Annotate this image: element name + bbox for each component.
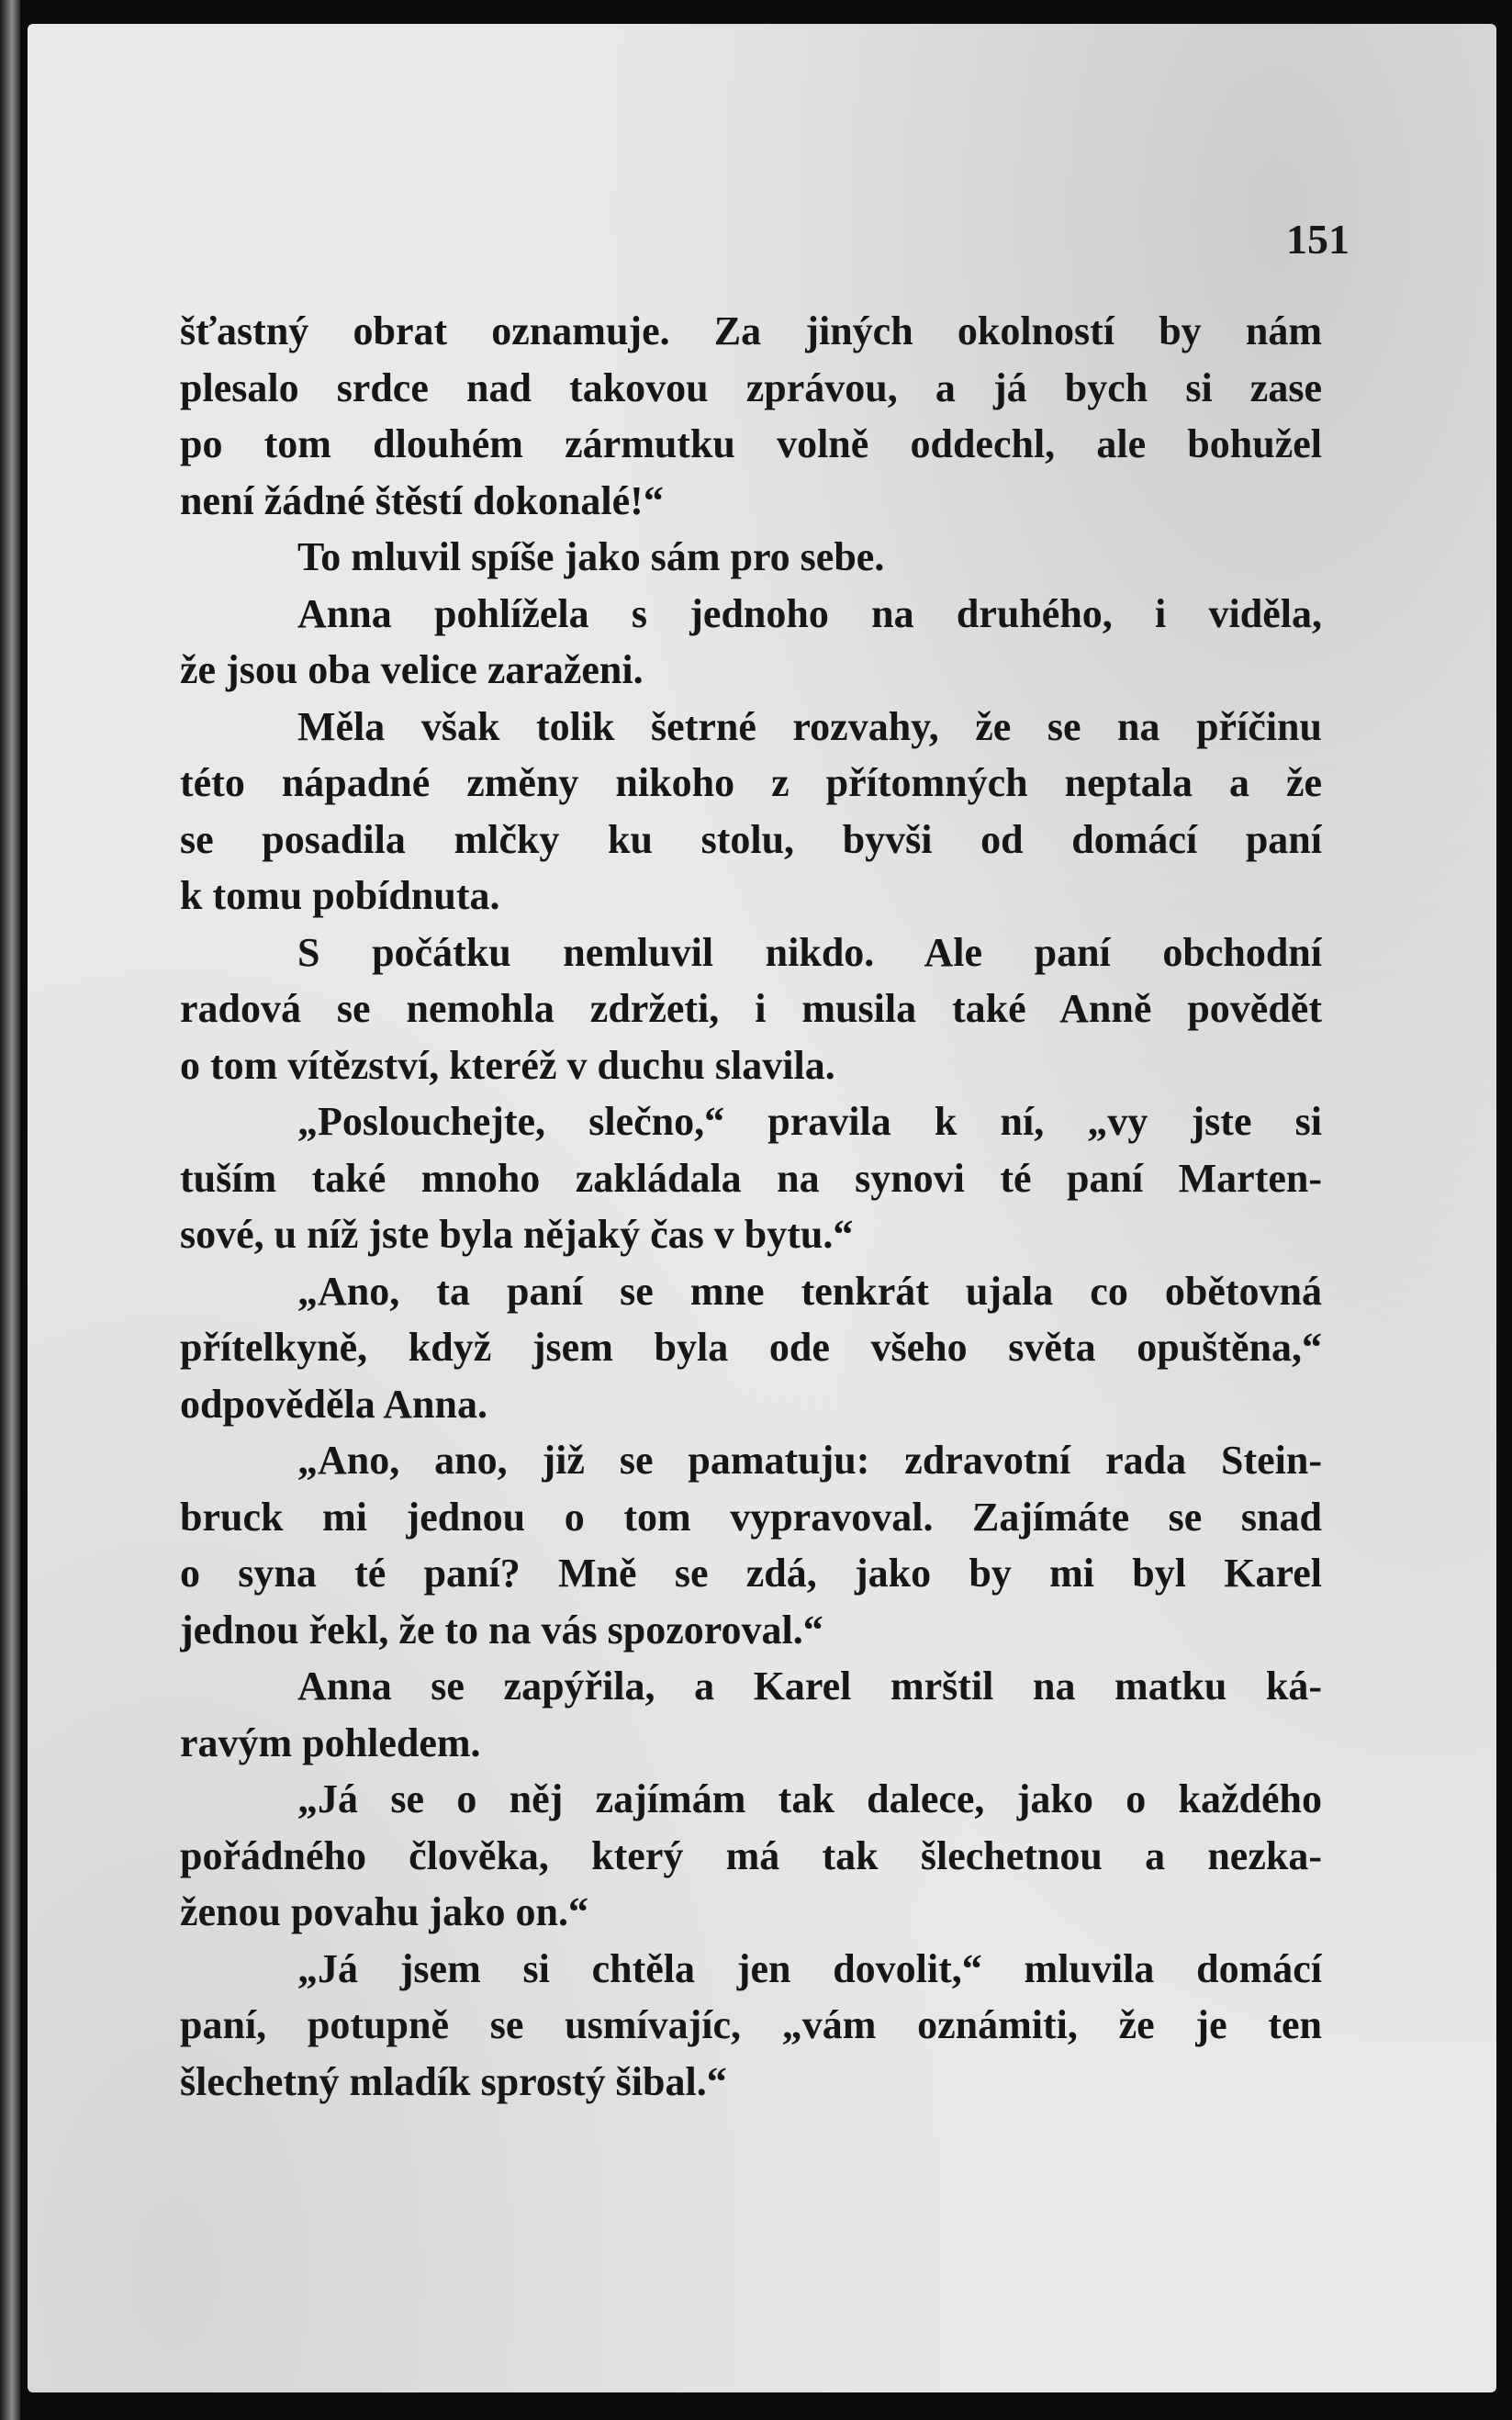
text-line: k tomu pobídnuta.: [180, 873, 500, 918]
text-line: „Poslouchejte, slečno,“ pravila k ní, „vy jste si: [297, 1099, 1322, 1144]
body-text: [180, 303, 1322, 2110]
text-line: pořádného člověka, který má tak šlechetnou a nezka-: [180, 1832, 1322, 1878]
text-line: S počátku nemluvil nikdo. Ale paní obchodní: [297, 929, 1322, 975]
text-line: To mluvil spíše jako sám pro sebe.: [297, 534, 885, 579]
text-line: šlechetný mladík sprostý šibal.“: [180, 2058, 727, 2104]
text-line: sové, u níž jste byla nějaký čas v bytu.“: [180, 1212, 854, 1257]
page-number: 151: [1286, 216, 1350, 263]
text-line: Anna pohlížela s jednoho na druhého, i viděla,: [297, 590, 1322, 636]
text-line: odpověděla Anna.: [180, 1381, 487, 1427]
text-line: ravým pohledem.: [180, 1720, 481, 1765]
text-line: „Já jsem si chtěla jen dovolit,“ mluvila domácí: [297, 1945, 1322, 1991]
binding-edge: [0, 0, 20, 2420]
text-line: „Ano, ta paní se mne tenkrát ujala co obětovná: [297, 1268, 1322, 1314]
text-line: „Ano, ano, již se pamatuju: zdravotní rada Stein-: [297, 1438, 1322, 1483]
text-line: přítelkyně, když jsem byla ode všeho světa opuštěna,“: [180, 1325, 1322, 1370]
text-line: plesalo srdce nad takovou zprávou, a já bych si zase: [180, 364, 1322, 410]
text-line: radová se nemohla zdržeti, i musila také Anně povědět: [180, 986, 1322, 1031]
text-line: šťastný obrat oznamuje. Za jiných okolností by nám: [180, 308, 1322, 353]
text-line: po tom dlouhém zármutku volně oddechl, ale bohužel: [180, 421, 1322, 466]
text-line: jednou řekl, že to na vás spozoroval.“: [180, 1607, 823, 1653]
text-line: se posadila mlčky ku stolu, byvši od domácí paní: [180, 816, 1322, 862]
text-line: bruck mi jednou o tom vypravoval. Zajímáte se snad: [180, 1494, 1322, 1540]
text-line: tuším také mnoho zakládala na synovi té paní Marten-: [180, 1155, 1322, 1201]
text-line: „Já se o něj zajímám tak dalece, jako o každého: [297, 1776, 1322, 1821]
text-line: této nápadné změny nikoho z přítomných neptala a že: [180, 760, 1322, 805]
text-line: že jsou oba velice zaraženi.: [180, 647, 644, 692]
text-line: o syna té paní? Mně se zdá, jako by mi byl Karel: [180, 1551, 1322, 1596]
text-line: ženou povahu jako on.“: [180, 1889, 589, 1934]
text-line: Anna se zapýřila, a Karel mrštil na matku ká-: [297, 1664, 1322, 1709]
text-line: není žádné štěstí dokonalé!“: [180, 477, 664, 523]
text-line: Měla však tolik šetrné rozvahy, že se na příčinu: [297, 703, 1322, 749]
text-line: paní, potupně se usmívajíc, „vám oznámiti, že je ten: [180, 2002, 1322, 2047]
text-line: o tom vítězství, kteréž v duchu slavila.: [180, 1042, 835, 1088]
